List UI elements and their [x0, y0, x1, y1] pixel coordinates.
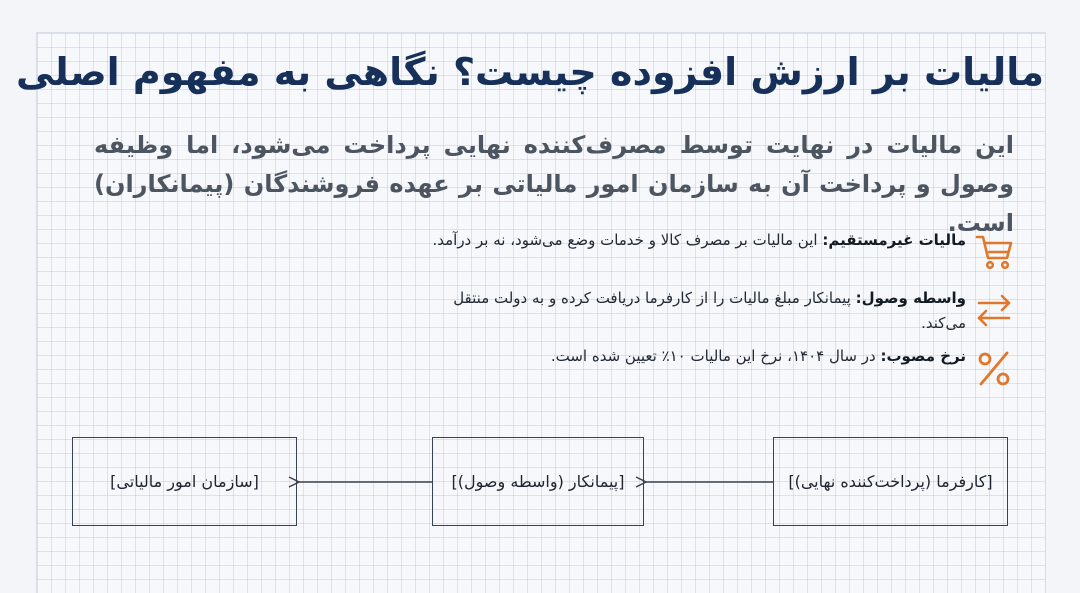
key-point-term: واسطه وصول: [855, 289, 966, 307]
key-point-approved-rate [414, 344, 1014, 394]
key-point-collection-agent [414, 286, 1014, 336]
shopping-cart-icon [974, 232, 1014, 272]
key-point-indirect-tax [414, 228, 1014, 278]
flow-box-label: [پیمانکار (واسطه وصول)] [451, 472, 625, 491]
key-point-text: در سال ۱۴۰۴، نرخ این مالیات ۱۰٪ تعیین شده است. [550, 347, 881, 365]
flow-box-payer [773, 437, 1008, 526]
key-point-text: پیمانکار مبلغ مالیات را از کارفرما دریافت کرده و به دولت منتقل می‌کند. [453, 289, 966, 332]
flow-box-tax-authority [72, 437, 297, 526]
key-point-text: این مالیات بر مصرف کالا و خدمات وضع می‌شود، نه بر درآمد. [432, 231, 823, 249]
flow-box-label: [کارفرما (پرداخت‌کننده نهایی)] [788, 472, 993, 491]
flow-box-contractor [432, 437, 644, 526]
key-point-term: نرخ مصوب: [880, 347, 966, 365]
key-points-list [414, 228, 1014, 402]
flow-box-label: [سازمان امور مالیاتی] [110, 472, 259, 491]
percent-icon [974, 348, 1014, 388]
key-point-term: مالیات غیرمستقیم: [822, 231, 966, 249]
intro-paragraph: این مالیات در نهایت توسط مصرف‌کننده نهایی پرداخت می‌شود، اما وظیفه وصول و پرداخت آن به سازمان امور مالیاتی بر عهده فروشندگان (پیمانکاران) است. [94, 131, 1014, 237]
exchange-arrows-icon [974, 290, 1014, 330]
page-title: مالیات بر ارزش افزوده چیست؟ نگاهی به مفهوم اصلی [15, 50, 1044, 94]
